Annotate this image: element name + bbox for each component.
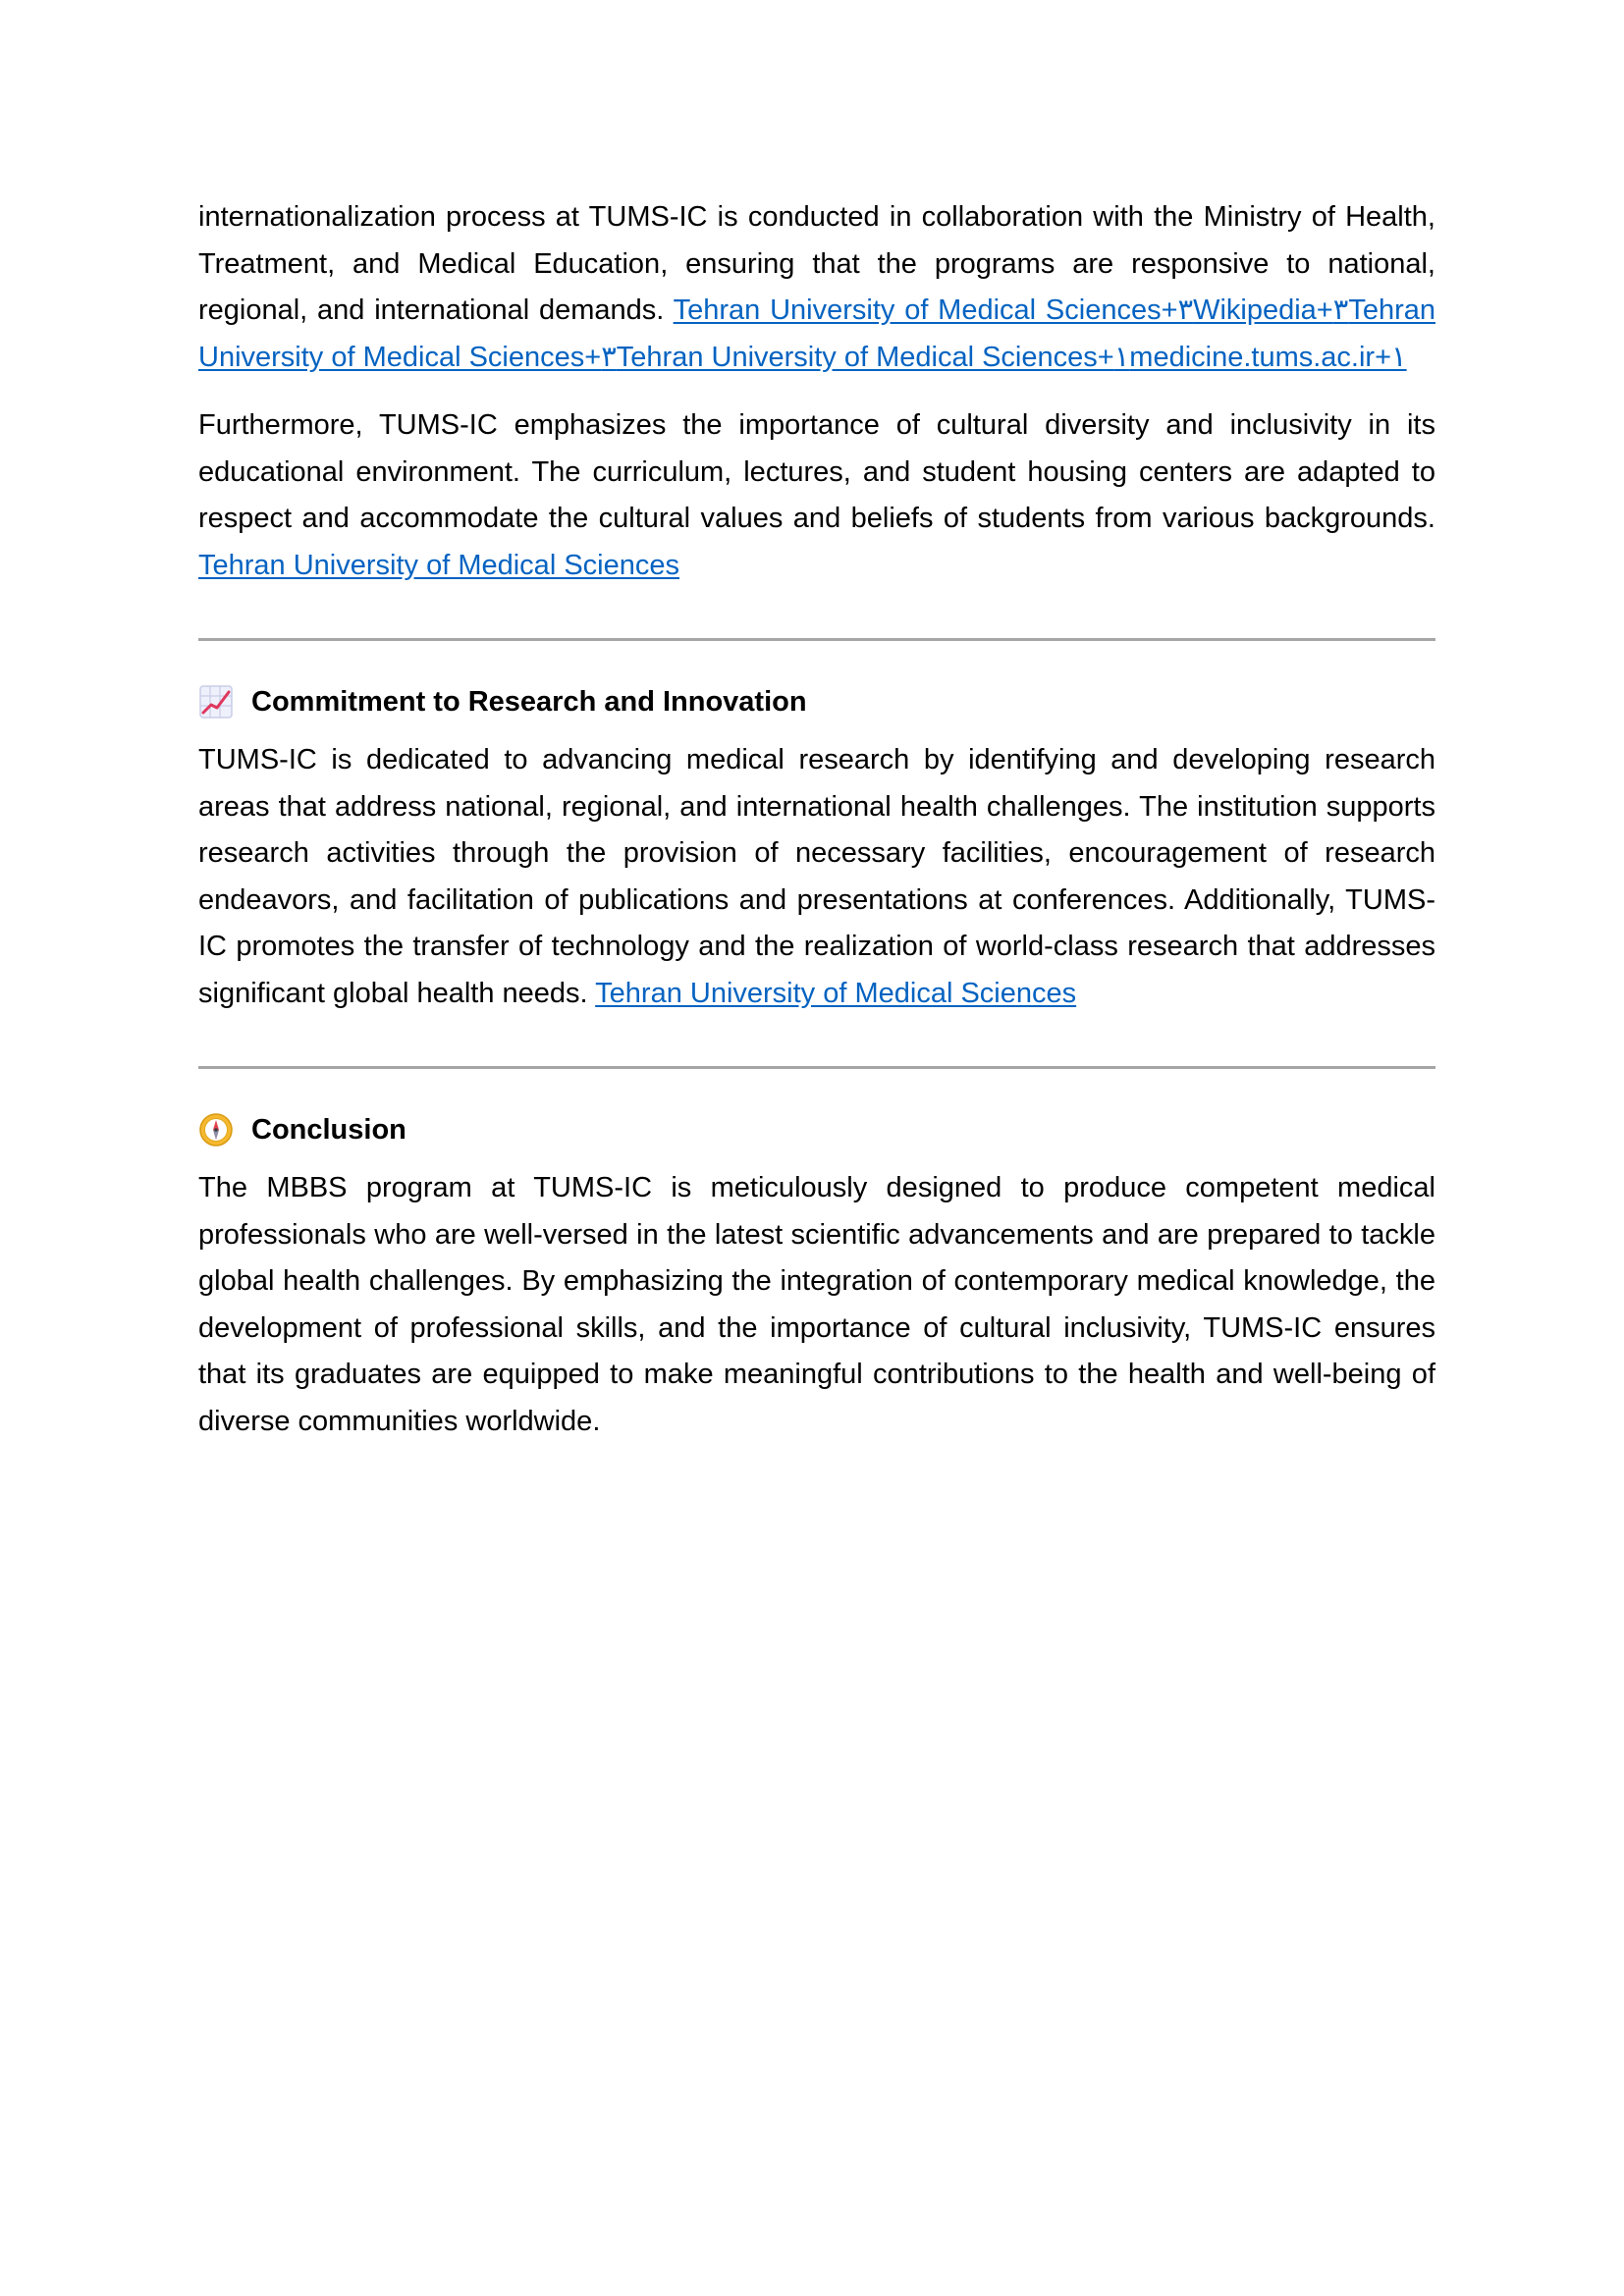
intro-paragraph-2 bbox=[198, 402, 1435, 589]
conclusion-heading bbox=[198, 1110, 1435, 1149]
section-divider-2 bbox=[198, 1066, 1435, 1069]
research-link[interactable]: Tehran University of Medical Sciences bbox=[595, 977, 1077, 1009]
research-heading-text: Commitment to Research and Innovation bbox=[251, 686, 807, 718]
chart-increasing-icon bbox=[198, 684, 234, 720]
intro-paragraph-2-text: Furthermore, TUMS-IC emphasizes the importance of cultural diversity and inclusivity in its educational environment. The curriculum, lectures, and student housing centers are adapted to respect and accommodate the cultural values and beliefs of students from various backgrounds. bbox=[198, 409, 1435, 534]
intro-paragraph-1-text: internationalization process at TUMS-IC is conducted in collaboration with the Ministry of Health, Treatment, and Medical Education, ensuring that the programs are responsive to national, regional, and international demands. bbox=[198, 201, 1435, 326]
intro-citation-link[interactable]: Tehran University of Medical Sciences+٣Wikipedia+٣Tehran University of Medical Sciences+٣Tehran University of Medical Sciences+١medicine.tums.ac.ir+١ bbox=[198, 294, 1435, 373]
intro-paragraph-1 bbox=[198, 194, 1435, 381]
intro-paragraph-2-link[interactable]: Tehran University of Medical Sciences bbox=[198, 549, 679, 581]
conclusion-heading-text: Conclusion bbox=[251, 1114, 406, 1146]
section-divider-1 bbox=[198, 638, 1435, 641]
document-page bbox=[198, 194, 1435, 1445]
research-paragraph-text: TUMS-IC is dedicated to advancing medical research by identifying and developing research areas that address national, regional, and international health challenges. The institution supports research activities through the provision of necessary facilities, encouragement of research endeavors, and facilitation of publications and presentations at conferences. Additionally, TUMS-IC promotes the transfer of technology and the realization of world-class research that addresses significant global health needs. bbox=[198, 744, 1435, 1009]
compass-icon bbox=[198, 1112, 234, 1148]
research-heading bbox=[198, 682, 1435, 721]
research-paragraph bbox=[198, 737, 1435, 1017]
conclusion-paragraph: The MBBS program at TUMS-IC is meticulously designed to produce competent medical professionals who are well-versed in the latest scientific advancements and are prepared to tackle global health challenges. By emphasizing the integration of contemporary medical knowledge, the development of professional skills, and the importance of cultural inclusivity, TUMS-IC ensures that its graduates are equipped to make meaningful contributions to the health and well-being of diverse communities worldwide. bbox=[198, 1172, 1435, 1437]
